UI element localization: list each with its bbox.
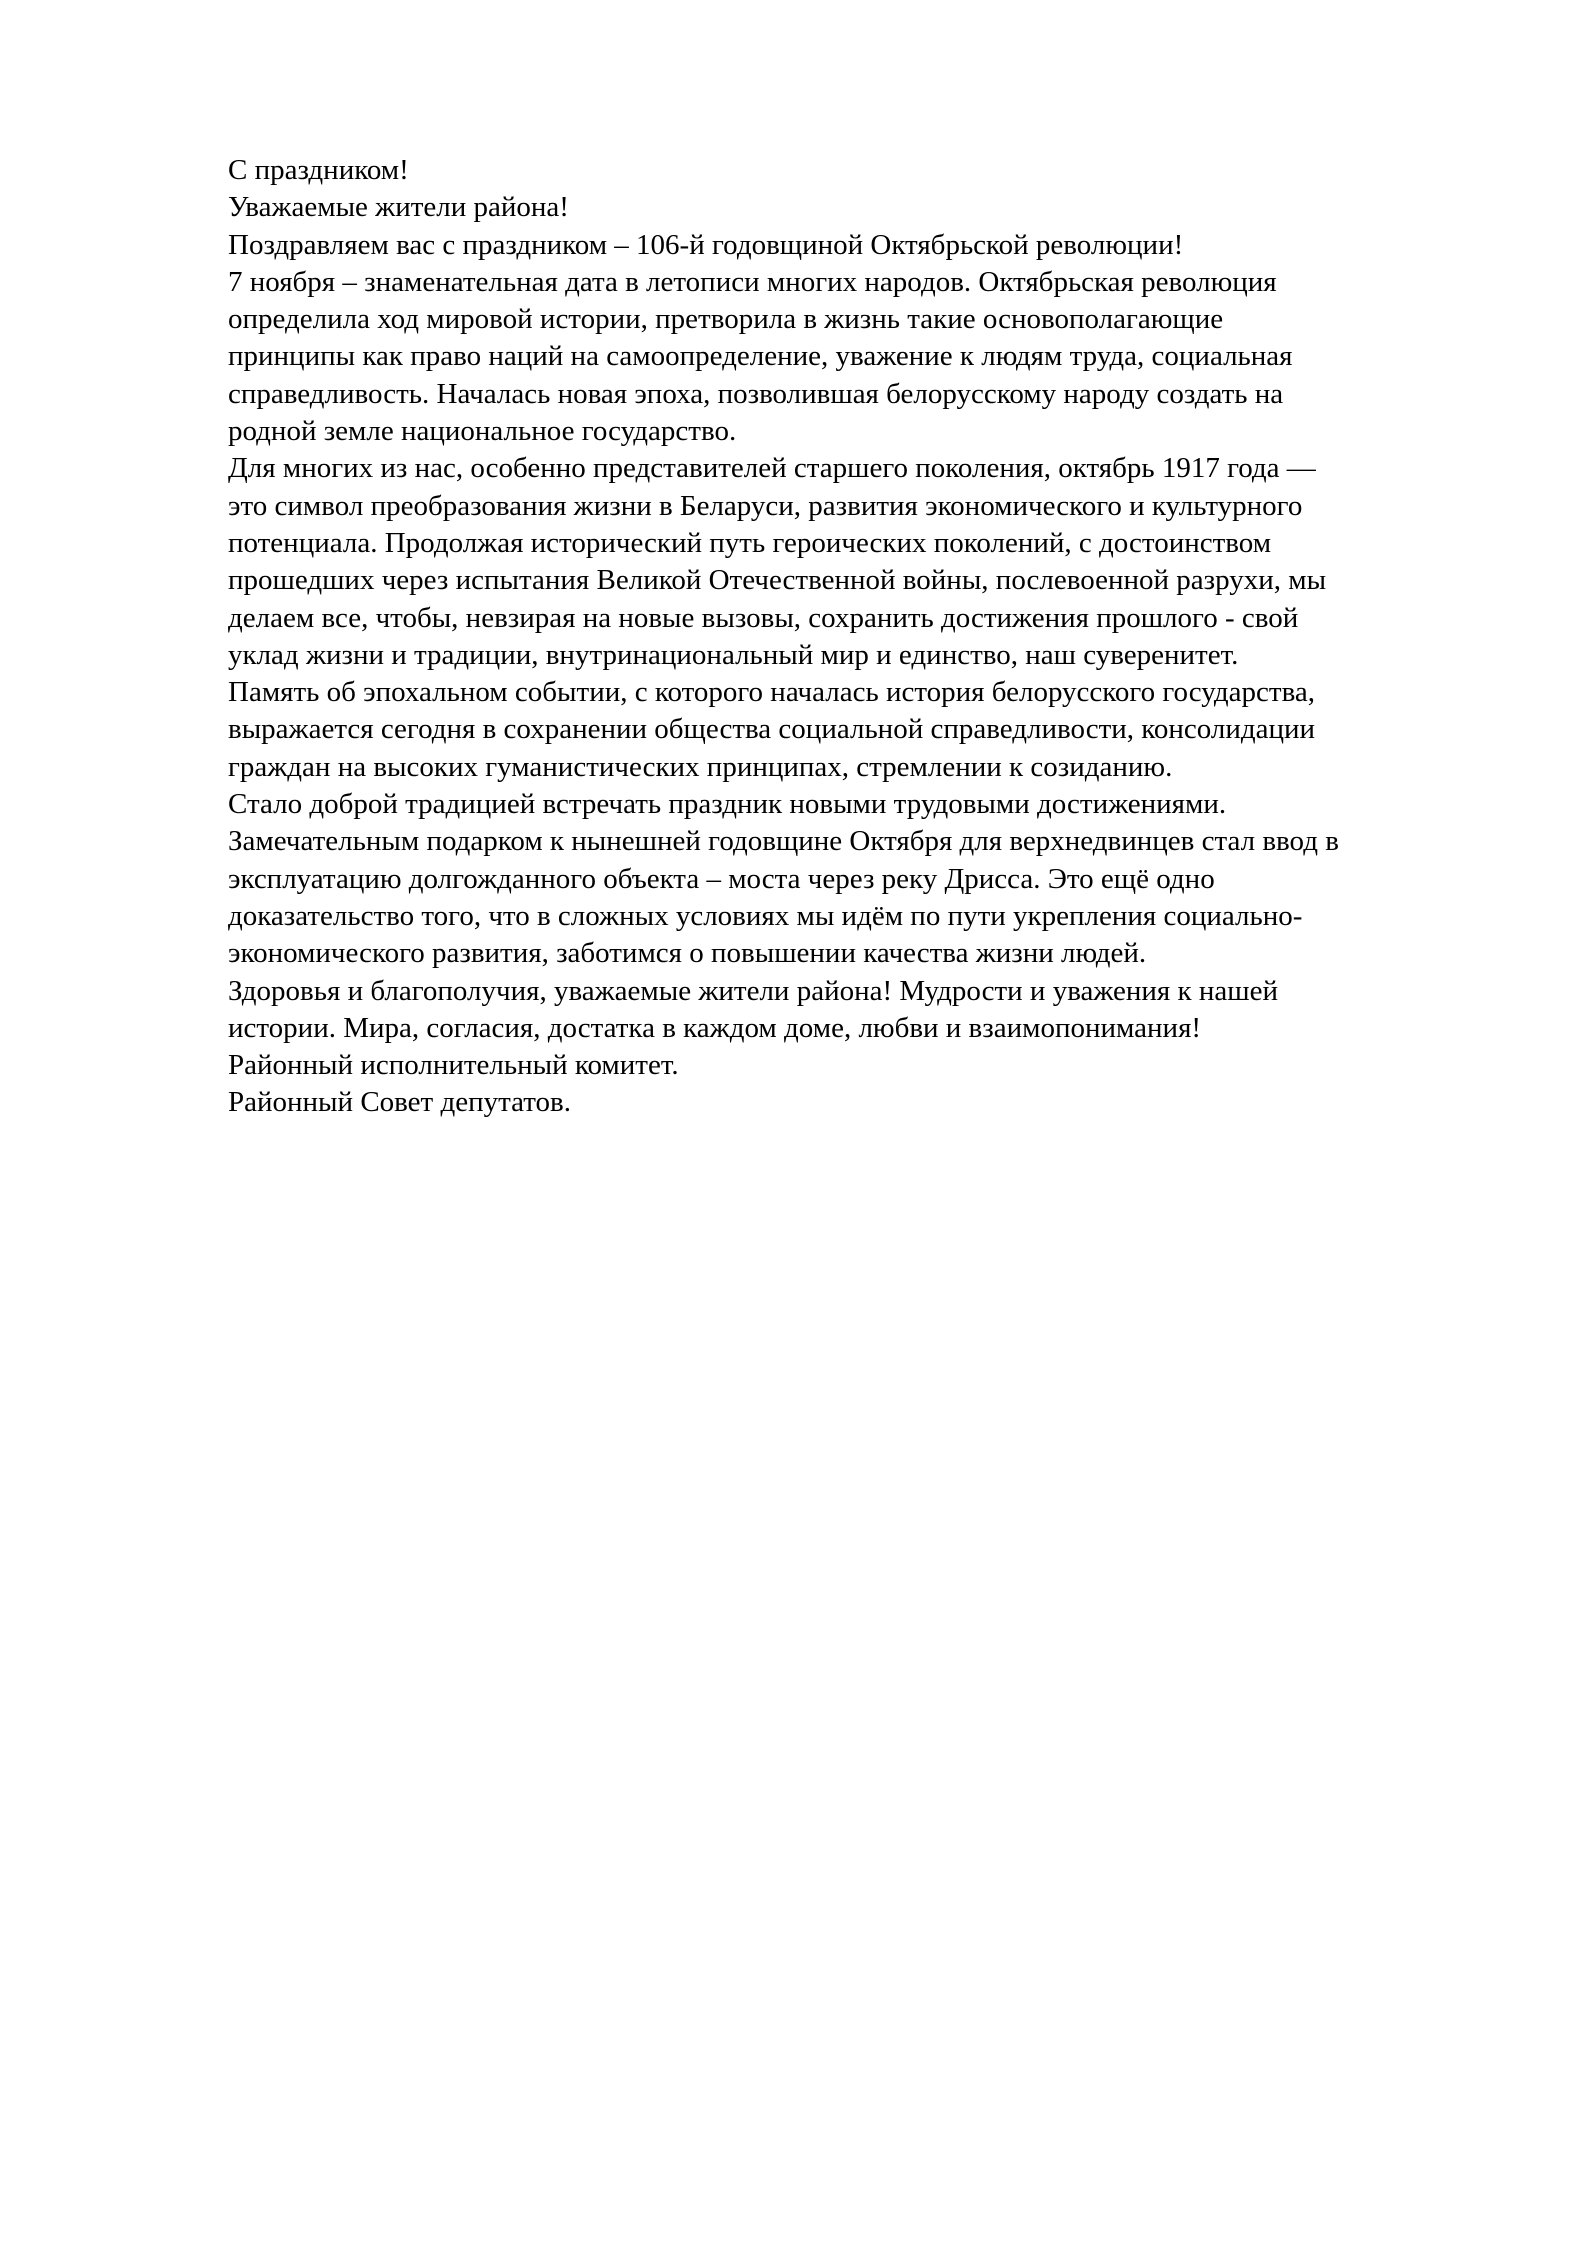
signature-executive-committee: Районный исполнительный комитет. — [228, 1049, 679, 1082]
text-line: Стало доброй традицией встречать праздник новыми трудовыми достижениями. — [228, 788, 1227, 821]
text-line: доказательство того, что в сложных условиях мы идём по пути укрепления социально- — [228, 899, 1303, 932]
text-line: 7 ноября – знаменательная дата в летописи многих народов. Октябрьская революция — [228, 265, 1277, 298]
text-line: уклад жизни и традиции, внутринациональный мир и единство, наш суверенитет. — [228, 638, 1239, 671]
text-line: потенциала. Продолжая исторический путь героических поколений, с достоинством — [228, 526, 1272, 559]
text-line: это символ преобразования жизни в Беларуси, развития экономического и культурного — [228, 489, 1303, 522]
text-line: граждан на высоких гуманистических принципах, стремлении к созиданию. — [228, 750, 1173, 783]
text-line: Замечательным подарком к нынешней годовщине Октября для верхнедвинцев стал ввод в — [228, 825, 1339, 858]
text-line: Для многих из нас, особенно представителей старшего поколения, октябрь 1917 года — — [228, 452, 1316, 485]
text-line: Память об эпохальном событии, с которого началась история белорусского государства, — [228, 676, 1316, 709]
text-line: определила ход мировой истории, претворила в жизнь такие основополагающие — [228, 303, 1224, 336]
paragraph-wishes — [228, 973, 1498, 1048]
paragraph-memory — [228, 674, 1498, 786]
text-line: Здоровья и благополучия, уважаемые жители района! Мудрости и уважения к нашей — [228, 974, 1278, 1007]
text-line: справедливость. Началась новая эпоха, позволившая белорусскому народу создать на — [228, 377, 1284, 410]
document-body — [228, 152, 1498, 1122]
text-line: родной земле национальное государство. — [228, 415, 737, 448]
text-line: истории. Мира, согласия, достатка в каждом доме, любви и взаимопонимания! — [228, 1011, 1202, 1044]
paragraph-achievements — [228, 786, 1498, 972]
text-line: делаем все, чтобы, невзирая на новые вызовы, сохранить достижения прошлого - свой — [228, 601, 1299, 634]
text-line: эксплуатацию долгожданного объекта – моста через реку Дрисса. Это ещё одно — [228, 862, 1215, 895]
text-line: принципы как право наций на самоопределение, уважение к людям труда, социальная — [228, 340, 1293, 373]
paragraph-older-generation — [228, 450, 1498, 674]
text-line: Поздравляем вас с праздником – 106-й годовщиной Октябрьской революции! — [228, 228, 1184, 261]
address-line: Уважаемые жители района! — [228, 191, 569, 224]
greeting-line: С праздником! — [228, 154, 409, 186]
paragraph-november-7 — [228, 264, 1498, 450]
text-line: прошедших через испытания Великой Отечественной войны, послевоенной разрухи, мы — [228, 564, 1327, 597]
signature-council-of-deputies: Районный Совет депутатов. — [228, 1086, 572, 1119]
paragraph-congratulation — [228, 227, 1498, 264]
text-line: выражается сегодня в сохранении общества социальной справедливости, консолидации — [228, 713, 1316, 746]
text-line: экономического развития, заботимся о повышении качества жизни людей. — [228, 937, 1147, 970]
